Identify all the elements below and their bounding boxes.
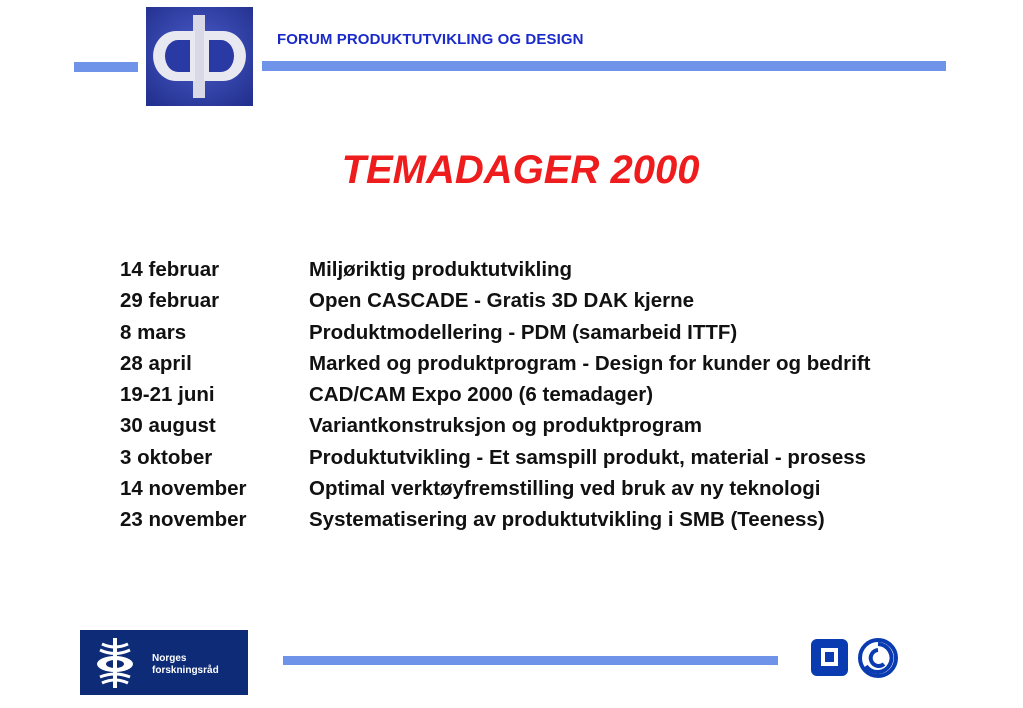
header-bar-right — [262, 61, 946, 71]
schedule-topic: Systematisering av produktutvikling i SMB (Teeness) — [309, 508, 825, 532]
schedule-topic: Open CASCADE - Gratis 3D DAK kjerne — [309, 289, 695, 313]
schedule-date: 14 november — [120, 477, 247, 501]
schedule-topic: Optimal verktøyfremstilling ved bruk av ny teknologi — [309, 477, 821, 501]
schedule-topic: Variantkonstruksjon og produktprogram — [309, 414, 702, 438]
footer-bar — [283, 656, 778, 665]
nfr-emblem-icon — [80, 630, 150, 695]
schedule-date: 29 februar — [120, 289, 220, 313]
header-bar-left — [74, 62, 138, 72]
schedule-date: 23 november — [120, 508, 247, 532]
schedule-date: 3 oktober — [120, 445, 213, 469]
schedule-date: 30 august — [120, 414, 216, 438]
schedule-topic: CAD/CAM Expo 2000 (6 temadager) — [309, 383, 654, 407]
spiral-partner-icon — [860, 640, 896, 676]
square-partner-icon — [811, 639, 848, 676]
nfr-name-line1: Norges — [152, 653, 187, 664]
schedule-topic: Marked og produktprogram - Design for kunder og bedrift — [309, 351, 871, 375]
schedule-date: 8 mars — [120, 320, 187, 344]
schedule-topic: Miljøriktig produktutvikling — [309, 258, 573, 281]
schedule-date: 19-21 juni — [120, 383, 215, 407]
schedule-topic: Produktmodellering - PDM (samarbeid ITTF) — [309, 320, 738, 344]
forum-title: FORUM PRODUKTUTVIKLING OG DESIGN — [277, 31, 584, 48]
page-title: TEMADAGER 2000 — [341, 148, 700, 192]
norges-forskningsrad-logo — [80, 630, 248, 695]
nfr-name-line2: forskningsråd — [152, 665, 219, 676]
forum-pd-logo-icon — [146, 7, 253, 106]
schedule-topic: Produktutvikling - Et samspill produkt, material - prosess — [309, 445, 867, 469]
partner-logos — [810, 636, 900, 681]
schedule-date: 14 februar — [120, 258, 220, 281]
schedule-date: 28 april — [120, 351, 192, 375]
